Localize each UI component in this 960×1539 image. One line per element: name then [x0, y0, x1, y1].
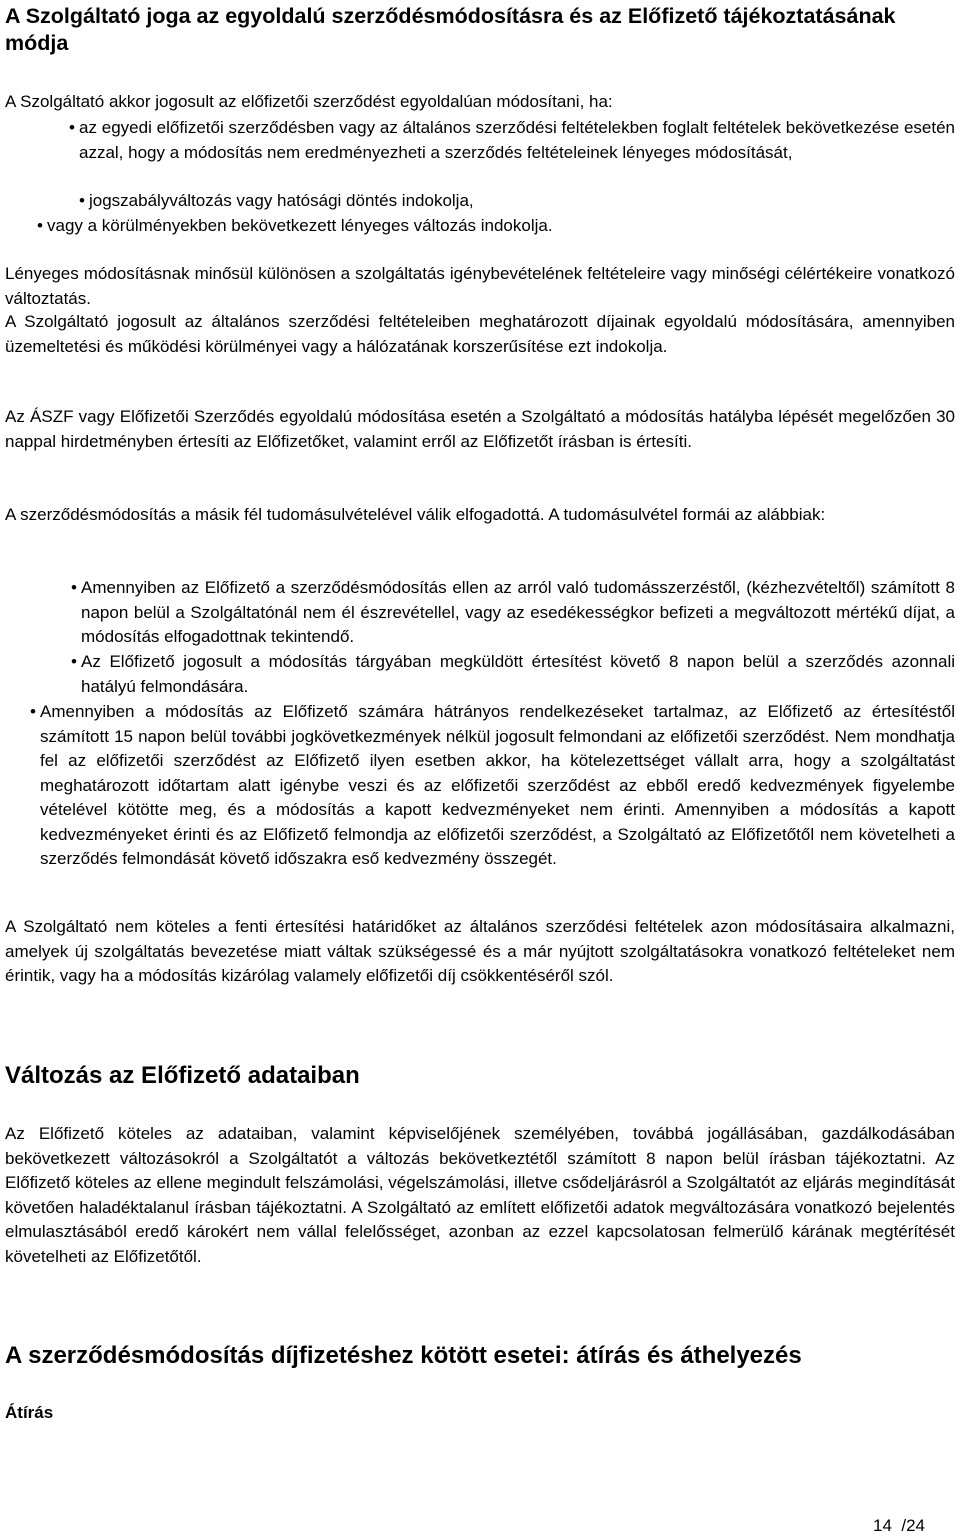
- bullet-text: vagy a körülményekben bekövetkezett lényeges változás indokolja.: [47, 216, 553, 235]
- bullet-paragraph: [30, 700, 955, 872]
- bullet-text: jogszabályváltozás vagy hatósági döntés indokolja,: [89, 191, 474, 210]
- bullet-item: [79, 189, 955, 214]
- bullet-text: Amennyiben a módosítás az Előfizető számára hátrányos rendelkezéseket tartalmaz, az Előfizető az értesítéstől számított 15 napon belül további jogkövetkezmények nélkül jogosult felmondani az előfizetői szerződést. Nem mondhatja fel az előfizetői szerződést az Előfizető ilyen esetben akkor, ha kötelezettséget vállalt arra, hogy a szolgáltatást meghatározott időtartam alatt igénybe veszi és az előfizetői szerződést az ebből eredő kedvezmények figyelembe vételével kötötte meg, és a módosítás a kapott kedvezményeket nem érinti. Amennyiben a módosítás a kapott kedvezményeket érinti és az Előfizető felmondja az előfizetői szerződést, a Szolgáltató az Előfizetőtől nem követelheti a szerződés felmondását követő időszakra eső kedvezmény összegét.: [40, 702, 955, 868]
- paragraph: A Szolgáltató nem köteles a fenti értesítési határidőket az általános szerződési feltételek azon módosításaira alkalmazni, amelyek új szolgáltatás bevezetése miatt váltak szükségessé és a már nyújtott szolgáltatásokra vonatkozó feltételeket nem érintik, vagy ha a módosítás kizárólag valamely előfizetői díj csökkentéséről szól.: [5, 917, 955, 985]
- bullet-icon: •: [30, 702, 36, 721]
- bullet-item: [37, 214, 955, 239]
- bullet-icon: •: [71, 652, 77, 671]
- section-heading-data-change: Változás az Előfizető adataiban: [5, 1062, 360, 1089]
- bullet-text: Amennyiben az Előfizető a szerződésmódosítás ellen az arról való tudomásszerzéstől, (kézhezvételtől) számított 8 napon belül a Szolgáltatónál nem él észrevétellel, vagy az esedékességkor befizeti a megváltozott mértékű díjat, a módosítás elfogadottnak tekintendő.: [81, 578, 955, 646]
- sub-bullet-item: [71, 576, 955, 650]
- bullet-item: [69, 116, 955, 165]
- page-current: 14: [873, 1516, 892, 1535]
- bullet-text: Az Előfizető jogosult a módosítás tárgyában megküldött értesítést követő 8 napon belül a szerződés azonnali hatályú felmondására.: [81, 652, 955, 696]
- section-heading-transfer: A szerződésmódosítás díjfizetéshez kötött esetei: átírás és áthelyezés: [5, 1342, 802, 1369]
- page-number: [873, 1514, 925, 1539]
- intro-paragraph: A Szolgáltató akkor jogosult az előfizetői szerződést egyoldalúan módosítani, ha:: [5, 92, 613, 111]
- paragraph: Az ÁSZF vagy Előfizetői Szerződés egyoldalú módosítása esetén a Szolgáltató a módosítás hatályba lépését megelőzően 30 nappal hirdetményben értesíti az Előfizetőket, valamint erről az Előfizetőt írásban is értesíti.: [5, 407, 955, 451]
- paragraph: A Szolgáltató jogosult az általános szerződési feltételeiben meghatározott díjainak egyoldalú módosítására, amennyiben üzemeltetési és működési körülményei vagy a hálózatának korszerűsítése ezt indokolja.: [5, 312, 955, 356]
- paragraph: Lényeges módosításnak minősül különösen a szolgáltatás igénybevételének feltételeire vagy minőségi célértékeire vonatkozó változtatás.: [5, 264, 955, 308]
- bullet-icon: •: [79, 191, 85, 210]
- sub-bullet-item: [71, 650, 955, 699]
- bullet-icon: •: [71, 578, 77, 597]
- paragraph: A szerződésmódosítás a másik fél tudomásulvételével válik elfogadottá. A tudomásulvétel formái az alábbiak:: [5, 505, 826, 524]
- page-total: /24: [901, 1516, 926, 1535]
- bullet-text: az egyedi előfizetői szerződésben vagy az általános szerződési feltételekben foglalt feltételek bekövetkezése esetén azzal, hogy a módosítás nem eredményezheti a szerződés feltételeinek lényeges módosítását,: [79, 118, 955, 162]
- paragraph: Az Előfizető köteles az adataiban, valamint képviselőjének személyében, továbbá jogállásában, gazdálkodásában bekövetkezett változásokról a Szolgáltatót a változás bekövetkeztétől számított 8 napon belül írásban tájékoztatni. Az Előfizető köteles az ellene megindult felszámolási, végelszámolási, illetve csődeljárásról a Szolgáltatót az eljárás megindítását követően haladéktalanul írásban tájékoztatni. A Szolgáltató az említett előfizetői adatok megváltozására vonatkozó bejelentés elmulasztásából eredő károkért nem vállal felelősséget, azonban az ezzel kapcsolatosan felmerülő kárának megtérítését követelheti az Előfizetőtől.: [5, 1124, 955, 1266]
- subheading-atiras: Átírás: [5, 1403, 54, 1422]
- bullet-icon: •: [37, 216, 43, 235]
- section-heading-modification: A Szolgáltató joga az egyoldalú szerződésmódosításra és az Előfizető tájékoztatásának módja: [5, 4, 896, 55]
- bullet-icon: •: [69, 118, 75, 137]
